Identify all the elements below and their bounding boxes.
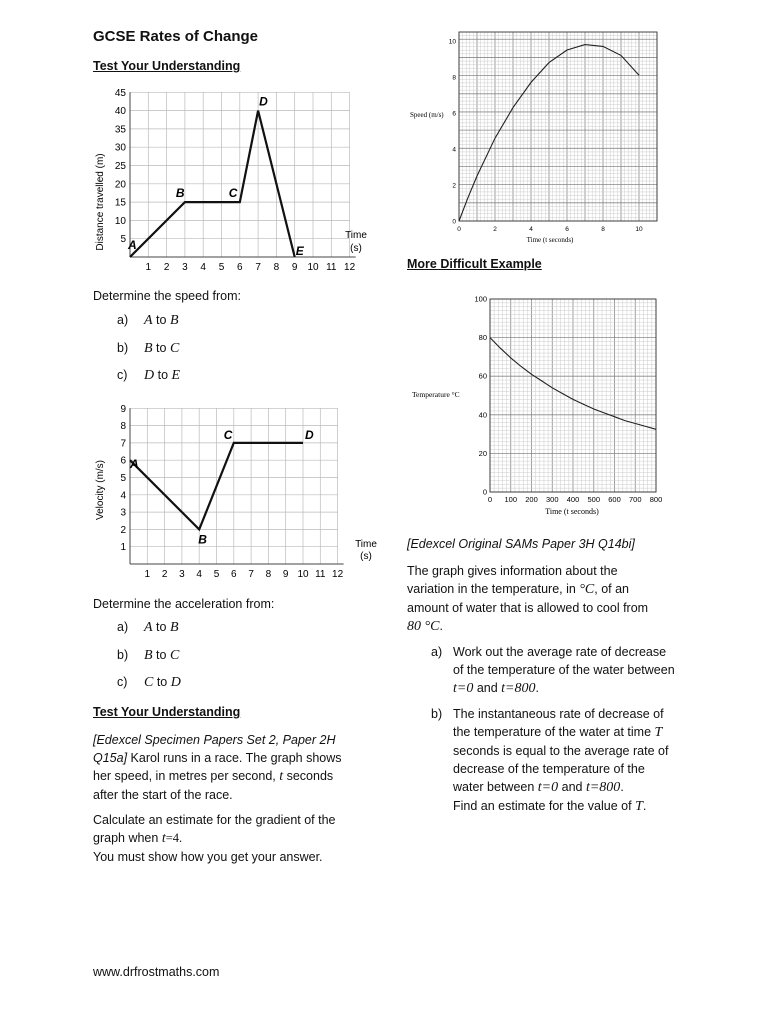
velocity-time-graph: [92, 403, 377, 586]
y-tick-label: 100: [474, 294, 487, 304]
part-b-and: and: [561, 780, 583, 794]
x-tick-label: 12: [332, 569, 344, 580]
question-label: c): [117, 368, 128, 382]
question-item: [117, 620, 179, 636]
point-from: B: [144, 340, 153, 356]
y-tick-label: 10: [114, 215, 126, 227]
part-b-text: The instantaneous rate of decrease of the temperature of the water at time T seconds is equal to the average rate of decrease of the temperature of the water between t=0 and t=800. Find an estimate for the value of T.: [453, 707, 669, 814]
question-item: [117, 341, 179, 357]
y-tick-label: 0: [452, 218, 456, 226]
x-tick-label: 5: [218, 262, 225, 273]
x-tick-label: 2: [161, 569, 168, 580]
karol-question: [93, 731, 355, 804]
part-a-text-1: Work out the average rate of decrease of the temperature of the water between: [453, 645, 675, 677]
point-from: B: [144, 647, 153, 663]
karol-source: [Edexcel Specimen Papers Set 2, Paper 2H Q15a]: [93, 733, 336, 765]
karol-task-eq: =4.: [165, 831, 183, 845]
part-b-t0: t=0: [537, 780, 559, 795]
x-tick-label: 9: [291, 262, 298, 273]
to-word: to: [153, 675, 171, 689]
x-tick-label: 9: [282, 569, 289, 580]
temperature-intro-1: The graph gives information about the variation in the temperature, in: [407, 564, 618, 596]
x-tick-label: 1: [144, 569, 151, 580]
x-tick-label: 10: [297, 569, 309, 580]
karol-text-1: Karol runs in a race. The graph shows her speed, in metres per second,: [93, 751, 342, 783]
point-label: C: [223, 427, 233, 442]
x-tick-label: 4: [529, 226, 533, 233]
question-item: [117, 313, 179, 329]
x-tick-label: 6: [237, 262, 243, 273]
speed-time-graph: [404, 28, 654, 250]
point-label: D: [305, 427, 314, 442]
x-tick-label: 1: [145, 262, 152, 273]
y-tick-label: 10: [448, 38, 456, 46]
y-tick-label: 8: [452, 74, 456, 82]
y-tick-label: 20: [114, 179, 126, 191]
y-tick-label: 4: [120, 490, 126, 502]
part-b-text-3: Find an estimate for the value of: [453, 799, 632, 813]
x-tick-label: 10: [307, 262, 319, 273]
y-tick-label: 4: [452, 146, 456, 154]
part-b-T2: T: [635, 799, 643, 814]
x-tick-label: 6: [231, 569, 237, 580]
x-tick-label: 5: [213, 569, 220, 580]
y-tick-label: 6: [120, 455, 126, 467]
y-tick-label: 2: [452, 182, 456, 190]
point-label: B: [175, 186, 185, 201]
x-tick-label: 6: [565, 226, 569, 233]
distance-time-graph: [92, 87, 372, 274]
point-from: A: [144, 313, 153, 328]
point-from: C: [144, 675, 154, 690]
x-tick-label: 100: [504, 495, 518, 504]
x-tick-label: 7: [255, 262, 261, 273]
y-axis-label: Speed (m/s): [410, 111, 444, 119]
point-to: D: [170, 675, 181, 690]
x-tick-label: 7: [248, 569, 254, 580]
y-tick-label: 0: [482, 487, 487, 497]
point-to: C: [169, 340, 180, 356]
karol-task-2: You must show how you get your answer.: [93, 850, 323, 864]
x-tick-label: 700: [628, 495, 642, 504]
part-a-text: Work out the average rate of decrease of the temperature of the water between t=0 and t=800.: [453, 645, 675, 696]
part-a-t0: t=0: [453, 681, 474, 696]
x-tick-label: 8: [265, 569, 272, 580]
acceleration-prompt: Determine the acceleration from:: [93, 597, 275, 611]
x-tick-label: 10: [635, 226, 643, 233]
x-tick-label: 4: [200, 262, 206, 273]
temperature-start: 80 °C: [407, 619, 440, 634]
y-tick-label: 40: [478, 410, 487, 420]
part-a-t1: t=800: [501, 681, 536, 696]
temperature-intro: The graph gives information about the variation in the temperature, in °C, of an amount of water that is allowed to cool from 80 °C.: [407, 564, 649, 634]
y-tick-label: 30: [114, 142, 126, 154]
x-tick-label: 8: [273, 262, 280, 273]
y-axis-label: Temperature °C: [412, 390, 460, 399]
to-word: to: [152, 620, 170, 634]
question-item: [117, 368, 180, 384]
to-word: to: [154, 368, 172, 382]
y-axis-label: Distance travelled (m): [95, 153, 106, 251]
section-heading-test2: Test Your Understanding: [93, 705, 241, 719]
temperature-intro-2: , of an amount of water that is allowed to cool from: [407, 582, 649, 615]
x-tick-label: 500: [587, 495, 601, 504]
karol-task: [93, 811, 355, 866]
part-b-T: T: [654, 725, 663, 740]
question-item: [117, 648, 179, 664]
x-axis-label-time: Time: [355, 539, 377, 550]
karol-t-symbol: t: [279, 769, 284, 784]
footer-url: www.drfrostmaths.com: [93, 965, 220, 979]
x-tick-label: 8: [601, 226, 605, 233]
x-tick-label: 200: [525, 495, 538, 504]
y-tick-label: 1: [120, 542, 126, 554]
y-tick-label: 5: [120, 473, 126, 484]
y-tick-label: 35: [114, 124, 126, 136]
part-a-and: and: [476, 681, 498, 695]
question-label: a): [117, 313, 129, 327]
x-tick-label: 300: [545, 495, 559, 504]
x-axis-label-unit: (s): [350, 243, 362, 254]
point-label: A: [128, 238, 137, 252]
y-tick-label: 80: [478, 333, 487, 343]
part-b-text-2: seconds is equal to the average rate of decrease of the temperature of the water between: [453, 744, 669, 794]
temperature-unit: °C: [579, 582, 595, 597]
karol-task-1: Calculate an estimate for the gradient of the graph when: [93, 813, 336, 845]
part-b-label: b): [431, 707, 443, 721]
x-tick-label: 0: [487, 495, 493, 504]
part-b-t1: t=800: [585, 780, 621, 795]
x-tick-label: 12: [344, 262, 356, 273]
speed-prompt: Determine the speed from:: [93, 289, 241, 303]
point-from: D: [144, 368, 155, 383]
y-tick-label: 5: [120, 234, 126, 246]
y-tick-label: 45: [114, 87, 126, 99]
y-tick-label: 6: [452, 110, 456, 118]
question-label: b): [117, 647, 129, 662]
y-tick-label: 7: [120, 438, 126, 450]
part-b-text-1: The instantaneous rate of decrease of the temperature of the water at time: [453, 707, 664, 739]
x-tick-label: 0: [457, 226, 461, 233]
y-tick-label: 40: [114, 106, 126, 118]
point-label: E: [295, 244, 304, 258]
y-tick-label: 60: [478, 371, 487, 381]
question-item: [117, 675, 181, 691]
part-a-label: a): [431, 645, 443, 659]
x-tick-label: 11: [326, 262, 337, 273]
x-axis-label: Time (t seconds): [545, 507, 599, 516]
karol-text-2: seconds after the start of the race.: [93, 769, 334, 802]
x-tick-label: 2: [493, 226, 497, 233]
question-label: b): [117, 340, 129, 355]
point-label: B: [198, 532, 207, 547]
point-label: C: [228, 186, 238, 201]
question-label: c): [117, 675, 128, 689]
x-tick-label: 2: [163, 262, 170, 273]
question-label: a): [117, 620, 129, 634]
x-tick-label: 600: [608, 495, 621, 504]
point-label: D: [259, 94, 268, 109]
section-heading-test1: Test Your Understanding: [93, 59, 241, 73]
x-tick-label: 400: [566, 495, 580, 504]
to-word: to: [152, 647, 170, 662]
section-heading-more-difficult: More Difficult Example: [407, 257, 542, 271]
point-label: A: [130, 457, 139, 472]
x-tick-label: 3: [179, 569, 185, 580]
y-tick-label: 25: [114, 161, 126, 172]
point-to: E: [171, 368, 181, 383]
x-axis-label: Time (t seconds): [526, 236, 574, 244]
to-word: to: [152, 340, 170, 355]
x-tick-label: 11: [315, 569, 326, 580]
y-tick-label: 3: [120, 507, 126, 519]
y-tick-label: 15: [114, 197, 126, 209]
point-from: A: [144, 620, 153, 635]
point-to: C: [169, 647, 180, 663]
x-tick-label: 4: [196, 569, 202, 580]
x-tick-label: 800: [649, 495, 663, 504]
temperature-time-graph: [404, 284, 668, 520]
x-tick-label: 3: [182, 262, 188, 273]
y-axis-label: Velocity (m/s): [95, 459, 106, 521]
y-tick-label: 8: [120, 421, 126, 433]
x-axis-label-time: Time: [345, 230, 367, 241]
y-tick-label: 2: [120, 524, 126, 536]
karol-task-t: t: [161, 831, 166, 846]
page-title: GCSE Rates of Change: [93, 28, 259, 45]
temperature-source: [Edexcel Original SAMs Paper 3H Q14bi]: [407, 537, 635, 551]
point-to: B: [169, 620, 179, 635]
to-word: to: [152, 313, 170, 327]
y-tick-label: 9: [120, 403, 126, 415]
y-tick-label: 20: [478, 448, 487, 458]
point-to: B: [169, 313, 179, 328]
x-axis-label-unit: (s): [360, 551, 372, 562]
